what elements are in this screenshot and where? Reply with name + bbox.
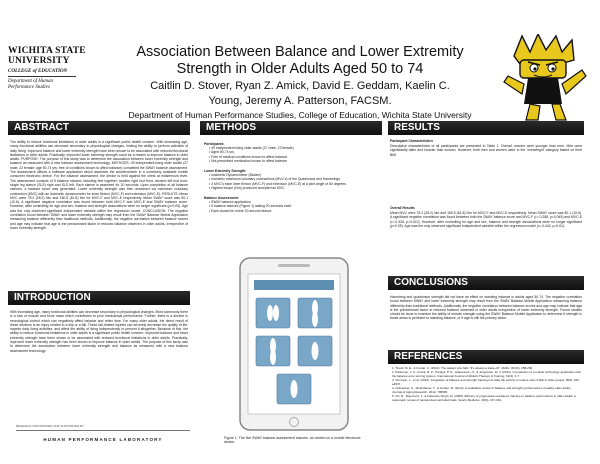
abstract-text: The ability to reduce functional limitations in older adults is a significant public health concern. With increasing age, many functional abilities can decrease secondary to physiological changes, limiting the ability to perform activities of daily living. Improved balance and lower extremity strength have been shown to be associated with reduced functional limitations in older adults. Practically, improved lower extremity strength could be a means to improve balance in older adults. PURPOSE: The purpose of this study was to determine the association between lower extremity strength and balance as measured with a new balance assessment technology. METHODS: 49 independent-living older adults (27 male, 22 female; age 50-74 yrs; free of conditions known to affect balance) completed the SWAY balance assessment. The assessment utilizes a software application which assesses the accelerometer in a commonly available mobile consumer electronic device. For the balance assessment, the device is held against the chest at midsternum level. The assessment consists of 5 balance stances including feet together, tandem right foot front, tandem left foot front, single leg stance (SLS) right and SLS left. Each stance is assessed for 20 seconds. Upon completion of all balance stances, a balance score was generated. Lower extremity strength was then assessed via maximum voluntary contraction (MVC) with an isokinetic dynamometer for knee flexion (MVC-F) and extension (MVC-E). RESULTS: Mean MVC were 78.2 (28.2) Nm and 180.5 (61.8) Nm for MVC-F and MVC-E respectively. Mean SWAY score was 80.1 (10.6). A significant negative correlation was found between both MVC-F and MVC-E and SWAY balance score. However, after controlling for age and sex, balance and strength associations were no longer significant (p>0.05). Age was the only observed significant independent variable within the regression model. CONCLUSION: The negative correlation found between SWAY and lower extremity strength may result from the SWAY Balance Mobile Application measuring balance differently than traditional methods. Additionally, the negative correlation between balance scores and age may indicate that age is the predominant factor in reduced balance observed in older adults, irrespective of lower extremity strength. — [10, 140, 188, 230]
list-item: • 49 independent living older adults (27 male, 22 female) — [209, 146, 354, 150]
conclusions-header: CONCLUSIONS — [388, 276, 584, 290]
footer-stub: RESEARCH SPONSORED AND SUPPORTED BY — [16, 424, 84, 428]
poster-title-line1: Association Between Balance and Lower Extremity — [136, 44, 464, 60]
list-item: • 3 MVC's each knee flexion (MVC-F) and extension (MVC-E) at a joint angle of 60 degrees — [209, 182, 354, 186]
overall-results-text: Mean MVC were 78.2 (28.2) Nm and 180.5 (61.8) Nm for MVC-F and MVC-E respectively. Mean SWAY score was 80.1 (10.6). A significant negative correlation was found between both the SWAY balance score and MVC-F (r=-0.288, p=0.045) and MVC-E (r=-0.326, p=0.022). However, after controlling for age and sex, balance and strength associations were no longer significant (p>0.05). Age was the only observed significant independent variable within the regression model (r=-0.442, p=0.01). — [390, 211, 582, 228]
references-list — [392, 367, 582, 403]
balance-heading: Balance Assessment: — [204, 196, 239, 201]
authors-line1: Caitlin D. Stover, Ryan Z. Amick, David E. Geddam, Kaelin C. — [150, 80, 450, 92]
list-item: • Not prescribed medication known to affect balance — [209, 159, 354, 163]
list-item: • Eyes closed for entire 20-second stance — [209, 209, 354, 213]
methods-header: METHODS — [200, 121, 382, 135]
wsu-logo — [8, 46, 108, 91]
lab-footer — [16, 424, 190, 442]
balance-list — [204, 200, 354, 213]
list-item: • Free of medical conditions known to affect balance — [209, 155, 354, 159]
mascot-icon — [500, 34, 592, 122]
participants-heading: Participants: — [204, 142, 225, 146]
sway-app-figure — [238, 256, 350, 432]
reference-item: 3. Clemson, L., et al. (2012). Integration of balance and strength training into daily life activity to reduce rate of falls in older people. BMJ, 345, e4547. — [392, 378, 580, 386]
poster-title-block — [112, 44, 488, 120]
overall-results-heading: Overall Results — [390, 206, 415, 210]
strength-list — [204, 173, 354, 190]
references-header: REFERENCES — [388, 350, 584, 364]
reference-item: 2. Patterson, J. A., Amick, R. Z., Pandya, P. D., Hakansson, N., & Jorgensen, M. J. (2014). Comparison of a mobile technology application with the balance error scoring system. International Journal of Athletic Therapy & Training, 19(3), 4-7. — [392, 370, 581, 378]
affiliation: Department of Human Performance Studies, College of Education, Wichita State University — [128, 110, 472, 120]
abstract-header: ABSTRACT — [8, 121, 190, 135]
list-item: • Aged 50-74 yrs — [209, 150, 354, 154]
introduction-text: With increasing age, many functional abilities can decrease secondary to physiological changes. Most commonly there is a loss of muscle and bone mass which contributes to poor mechanical performance. Further, there is a decline in neurological control which can negatively affect balance and reflex time. For many older adults, the direct result of these declines is an injury related to a slip or a fall. These fall-related injuries can severely decrease the quality of life, impede daily living activities, and affect the ability of living independently or prevent it altogether. Because of this, the ability to reduce functional limitations in older adults is a significant public health concern. Improved balance and lower extremity strength have been shown to be associated with reduced functional limitations in older adults. Practically, improved lower extremity strength has been shown to improve balance in older adults. The purpose of this study was to determine the association between lower extremity strength and balance as measured with a new balance assessment technology. — [10, 310, 188, 353]
participant-characteristics-text: Descriptive characteristics of all participants are presented in Table 1. Overall, women were younger than men. Men were significantly taller and heavier than women. However, both men and women were in the 'overweight' category based on their BMI. — [390, 144, 582, 157]
dept-name-line2: Performance Studies — [8, 85, 50, 90]
footer-rule — [16, 430, 190, 431]
university-name-line1: WICHITA STATE — [8, 46, 86, 56]
reference-item: 4. Granacher, U., Muehlbauer, T., & Gruber, M. (2012). A qualitative review of balance and strength performance in healthy older adults. Journal of Aging Research, 2012, 708905. — [392, 386, 572, 394]
participant-characteristics-heading: Participant Characteristics — [390, 139, 433, 143]
participants-list — [204, 146, 354, 163]
list-item: • Highest torque (Nm) produced accepted as MVC — [209, 186, 354, 190]
reference-item: 1. Tinetti, M. E., & Kumar, C. (2010). The patient who falls: 'It's always a trade-off'. JAMA, 303(3), 258-266. — [392, 366, 534, 370]
strength-heading: Lower Extremity Strength: — [204, 169, 247, 174]
dept-name-line1: Department of Human — [8, 79, 53, 84]
list-item: • SWAY balance application — [209, 200, 354, 204]
footer-lab-name: HUMAN PERFORMANCE LABORATORY — [43, 436, 163, 442]
list-item: • Isokinetic Dynamometer (Biodex) — [209, 173, 354, 177]
conclusions-text: Hamstring and quadriceps strength did not have an effect on standing balance in adults aged 50-74. The negative correlation found between SWAY and lower extremity strength may result from the SWAY Balance Mobile Application measuring balance differently than traditional methods. Additionally, the negative correlation between balance scores and age may indicate that age is the predominant factor in reduced balance observed in older adults irrespective of lower extremity strength. Future studies should be done to examine the ability of muscle strength using the SWAY Balance Mobile Application to determine if strength in those areas is pertinent to standing balance, or if age is still the primary factor. — [390, 295, 582, 321]
poster-title-line2: Strength in Older Adults Aged 50 to 74 — [176, 61, 424, 77]
list-item: • Isometric maximum voluntary contractions (MVC's) of the Quadriceps and Hamstrings — [209, 177, 354, 181]
college-name: COLLEGE of EDUCATION — [8, 69, 68, 74]
logo-divider — [8, 76, 76, 77]
authors-line2: Young, Jeremy A. Patterson, FACSM. — [208, 95, 392, 107]
university-name-line2: UNIVERSITY — [8, 56, 70, 66]
methods-text — [204, 140, 354, 213]
reference-item: 5. Orr, R., Raymond, J., & Fiatarone Singh, M. (2008). Efficacy of progressive resistance training on balance performance in older adults: a systematic review of randomized controlled trials. Sports Medicine, 38(4), 317-343. — [392, 393, 576, 402]
figure-caption: Figure 1. The five SWAY balance assessment stances, as viewed on a mobile electronic device. — [224, 436, 361, 445]
results-header: RESULTS — [388, 121, 584, 135]
list-item: • 5 balance stances (Figure 1) lasting 20 seconds each — [209, 204, 354, 208]
introduction-header: INTRODUCTION — [8, 291, 190, 305]
